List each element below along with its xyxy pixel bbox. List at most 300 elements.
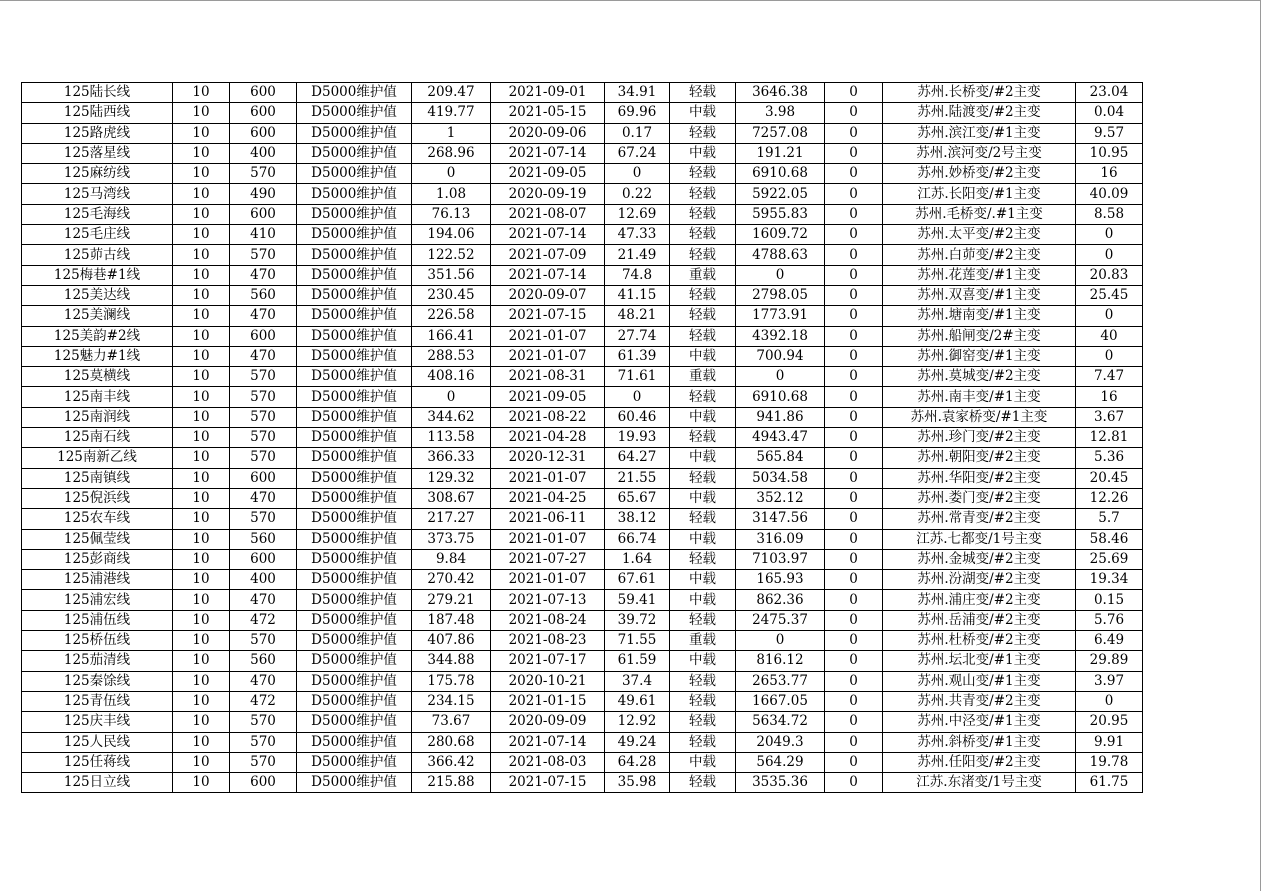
value-cell: 0 — [412, 164, 491, 184]
value-cell: 344.62 — [412, 407, 491, 427]
date-cell: 2021-08-03 — [491, 752, 605, 772]
extra-value-cell: 12.81 — [1076, 428, 1143, 448]
date-cell: 2021-07-14 — [491, 143, 605, 163]
rate-cell: 67.24 — [605, 143, 670, 163]
value-cell: 234.15 — [412, 691, 491, 711]
voltage-cell: 10 — [173, 245, 230, 265]
line-name-cell: 125秦馀线 — [22, 671, 173, 691]
extra-value-cell: 0 — [1076, 346, 1143, 366]
transformer-cell: 苏州.坛北变/#1主变 — [883, 651, 1076, 671]
capacity-cell: 570 — [230, 245, 297, 265]
voltage-cell: 10 — [173, 752, 230, 772]
line-name-cell: 125任蒋线 — [22, 752, 173, 772]
flag-cell: 0 — [825, 143, 883, 163]
line-name-cell: 125日立线 — [22, 773, 173, 793]
voltage-cell: 10 — [173, 570, 230, 590]
rate-cell: 38.12 — [605, 509, 670, 529]
extra-value-cell: 5.36 — [1076, 448, 1143, 468]
margin-cell: 3646.38 — [736, 83, 825, 103]
table-row — [22, 367, 1143, 387]
transformer-cell: 苏州.花莲变/#1主变 — [883, 265, 1076, 285]
value-cell: 76.13 — [412, 204, 491, 224]
value-cell: 217.27 — [412, 509, 491, 529]
flag-cell: 0 — [825, 265, 883, 285]
extra-value-cell: 9.57 — [1076, 123, 1143, 143]
voltage-cell: 10 — [173, 346, 230, 366]
source-cell: D5000维护值 — [297, 103, 412, 123]
capacity-cell: 472 — [230, 610, 297, 630]
transformer-cell: 苏州.斜桥变/#1主变 — [883, 732, 1076, 752]
voltage-cell: 10 — [173, 367, 230, 387]
date-cell: 2020-10-21 — [491, 671, 605, 691]
date-cell: 2021-09-01 — [491, 83, 605, 103]
value-cell: 373.75 — [412, 529, 491, 549]
table-row — [22, 549, 1143, 569]
table-row — [22, 651, 1143, 671]
flag-cell: 0 — [825, 387, 883, 407]
flag-cell: 0 — [825, 570, 883, 590]
extra-value-cell: 40.09 — [1076, 184, 1143, 204]
load-status-cell: 轻载 — [670, 225, 736, 245]
table-row — [22, 752, 1143, 772]
flag-cell: 0 — [825, 651, 883, 671]
load-status-cell: 轻载 — [670, 428, 736, 448]
extra-value-cell: 10.95 — [1076, 143, 1143, 163]
margin-cell: 862.36 — [736, 590, 825, 610]
transformer-cell: 苏州.船闸变/2#主变 — [883, 326, 1076, 346]
margin-cell: 565.84 — [736, 448, 825, 468]
capacity-cell: 560 — [230, 651, 297, 671]
margin-cell: 0 — [736, 367, 825, 387]
table-row — [22, 103, 1143, 123]
load-status-cell: 中载 — [670, 752, 736, 772]
value-cell: 187.48 — [412, 610, 491, 630]
flag-cell: 0 — [825, 164, 883, 184]
extra-value-cell: 20.95 — [1076, 712, 1143, 732]
line-name-cell: 125美澜线 — [22, 306, 173, 326]
date-cell: 2021-07-15 — [491, 773, 605, 793]
margin-cell: 5955.83 — [736, 204, 825, 224]
source-cell: D5000维护值 — [297, 732, 412, 752]
source-cell: D5000维护值 — [297, 204, 412, 224]
rate-cell: 0.22 — [605, 184, 670, 204]
rate-cell: 35.98 — [605, 773, 670, 793]
source-cell: D5000维护值 — [297, 631, 412, 651]
voltage-cell: 10 — [173, 529, 230, 549]
rate-cell: 47.33 — [605, 225, 670, 245]
line-name-cell: 125美韵#2线 — [22, 326, 173, 346]
margin-cell: 700.94 — [736, 346, 825, 366]
voltage-cell: 10 — [173, 712, 230, 732]
flag-cell: 0 — [825, 448, 883, 468]
capacity-cell: 570 — [230, 732, 297, 752]
value-cell: 419.77 — [412, 103, 491, 123]
source-cell: D5000维护值 — [297, 590, 412, 610]
capacity-cell: 570 — [230, 752, 297, 772]
flag-cell: 0 — [825, 123, 883, 143]
voltage-cell: 10 — [173, 468, 230, 488]
load-status-cell: 轻载 — [670, 691, 736, 711]
extra-value-cell: 3.67 — [1076, 407, 1143, 427]
line-name-cell: 125毛海线 — [22, 204, 173, 224]
extra-value-cell: 5.76 — [1076, 610, 1143, 630]
value-cell: 308.67 — [412, 488, 491, 508]
line-name-cell: 125马湾线 — [22, 184, 173, 204]
margin-cell: 4392.18 — [736, 326, 825, 346]
transformer-cell: 苏州.任阳变/#2主变 — [883, 752, 1076, 772]
line-name-cell: 125倪浜线 — [22, 488, 173, 508]
source-cell: D5000维护值 — [297, 549, 412, 569]
load-status-cell: 中载 — [670, 407, 736, 427]
extra-value-cell: 20.83 — [1076, 265, 1143, 285]
line-name-cell: 125南石线 — [22, 428, 173, 448]
margin-cell: 6910.68 — [736, 387, 825, 407]
voltage-cell: 10 — [173, 671, 230, 691]
transformer-cell: 江苏.长阳变/#1主变 — [883, 184, 1076, 204]
value-cell: 175.78 — [412, 671, 491, 691]
flag-cell: 0 — [825, 752, 883, 772]
voltage-cell: 10 — [173, 590, 230, 610]
voltage-cell: 10 — [173, 651, 230, 671]
flag-cell: 0 — [825, 285, 883, 305]
load-status-cell: 轻载 — [670, 123, 736, 143]
load-status-cell: 中载 — [670, 590, 736, 610]
table-row — [22, 245, 1143, 265]
transformer-cell: 苏州.南丰变/#1主变 — [883, 387, 1076, 407]
voltage-cell: 10 — [173, 488, 230, 508]
margin-cell: 3535.36 — [736, 773, 825, 793]
capacity-cell: 570 — [230, 712, 297, 732]
rate-cell: 41.15 — [605, 285, 670, 305]
line-name-cell: 125梅巷#1线 — [22, 265, 173, 285]
margin-cell: 2798.05 — [736, 285, 825, 305]
load-status-cell: 轻载 — [670, 732, 736, 752]
capacity-cell: 600 — [230, 468, 297, 488]
line-name-cell: 125毛庄线 — [22, 225, 173, 245]
table-row — [22, 631, 1143, 651]
table-row — [22, 346, 1143, 366]
load-status-cell: 轻载 — [670, 164, 736, 184]
date-cell: 2021-01-07 — [491, 326, 605, 346]
load-status-cell: 轻载 — [670, 773, 736, 793]
voltage-cell: 10 — [173, 732, 230, 752]
voltage-cell: 10 — [173, 631, 230, 651]
source-cell: D5000维护值 — [297, 651, 412, 671]
source-cell: D5000维护值 — [297, 610, 412, 630]
table-row — [22, 671, 1143, 691]
voltage-cell: 10 — [173, 549, 230, 569]
margin-cell: 4943.47 — [736, 428, 825, 448]
flag-cell: 0 — [825, 225, 883, 245]
value-cell: 366.33 — [412, 448, 491, 468]
load-status-cell: 轻载 — [670, 204, 736, 224]
capacity-cell: 470 — [230, 306, 297, 326]
margin-cell: 0 — [736, 631, 825, 651]
transformer-cell: 苏州.常青变/#2主变 — [883, 509, 1076, 529]
source-cell: D5000维护值 — [297, 225, 412, 245]
voltage-cell: 10 — [173, 204, 230, 224]
table-row — [22, 570, 1143, 590]
load-status-cell: 中载 — [670, 103, 736, 123]
voltage-cell: 10 — [173, 773, 230, 793]
extra-value-cell: 16 — [1076, 164, 1143, 184]
transformer-cell: 苏州.妙桥变/#2主变 — [883, 164, 1076, 184]
line-name-cell: 125庆丰线 — [22, 712, 173, 732]
line-name-cell: 125青伍线 — [22, 691, 173, 711]
table-row — [22, 164, 1143, 184]
date-cell: 2021-09-05 — [491, 387, 605, 407]
date-cell: 2021-01-07 — [491, 346, 605, 366]
date-cell: 2021-01-07 — [491, 529, 605, 549]
capacity-cell: 570 — [230, 387, 297, 407]
voltage-cell: 10 — [173, 123, 230, 143]
line-name-cell: 125浦宏线 — [22, 590, 173, 610]
extra-value-cell: 5.7 — [1076, 509, 1143, 529]
value-cell: 73.67 — [412, 712, 491, 732]
load-status-cell: 重载 — [670, 631, 736, 651]
load-status-cell: 重载 — [670, 367, 736, 387]
voltage-cell: 10 — [173, 509, 230, 529]
transformer-cell: 苏州.珍门变/#2主变 — [883, 428, 1076, 448]
margin-cell: 5034.58 — [736, 468, 825, 488]
date-cell: 2021-04-28 — [491, 428, 605, 448]
value-cell: 288.53 — [412, 346, 491, 366]
table-row — [22, 143, 1143, 163]
margin-cell: 2475.37 — [736, 610, 825, 630]
extra-value-cell: 12.26 — [1076, 488, 1143, 508]
margin-cell: 352.12 — [736, 488, 825, 508]
table-row — [22, 529, 1143, 549]
source-cell: D5000维护值 — [297, 691, 412, 711]
table-row — [22, 428, 1143, 448]
voltage-cell: 10 — [173, 306, 230, 326]
source-cell: D5000维护值 — [297, 184, 412, 204]
capacity-cell: 470 — [230, 265, 297, 285]
source-cell: D5000维护值 — [297, 265, 412, 285]
transformer-cell: 苏州.金城变/#2主变 — [883, 549, 1076, 569]
date-cell: 2020-09-19 — [491, 184, 605, 204]
margin-cell: 316.09 — [736, 529, 825, 549]
load-status-cell: 轻载 — [670, 326, 736, 346]
rate-cell: 37.4 — [605, 671, 670, 691]
value-cell: 279.21 — [412, 590, 491, 610]
margin-cell: 3.98 — [736, 103, 825, 123]
flag-cell: 0 — [825, 245, 883, 265]
source-cell: D5000维护值 — [297, 570, 412, 590]
margin-cell: 1773.91 — [736, 306, 825, 326]
transformer-cell: 江苏.七都变/1号主变 — [883, 529, 1076, 549]
line-name-cell: 125陆西线 — [22, 103, 173, 123]
extra-value-cell: 16 — [1076, 387, 1143, 407]
rate-cell: 21.55 — [605, 468, 670, 488]
extra-value-cell: 25.69 — [1076, 549, 1143, 569]
source-cell: D5000维护值 — [297, 83, 412, 103]
data-table — [21, 82, 1143, 793]
line-name-cell: 125浦伍线 — [22, 610, 173, 630]
extra-value-cell: 61.75 — [1076, 773, 1143, 793]
value-cell: 215.88 — [412, 773, 491, 793]
flag-cell: 0 — [825, 712, 883, 732]
line-name-cell: 125彭商线 — [22, 549, 173, 569]
extra-value-cell: 7.47 — [1076, 367, 1143, 387]
flag-cell: 0 — [825, 488, 883, 508]
capacity-cell: 560 — [230, 285, 297, 305]
extra-value-cell: 0 — [1076, 245, 1143, 265]
line-name-cell: 125莫横线 — [22, 367, 173, 387]
margin-cell: 6910.68 — [736, 164, 825, 184]
load-status-cell: 轻载 — [670, 387, 736, 407]
line-name-cell: 125路虎线 — [22, 123, 173, 143]
load-status-cell: 轻载 — [670, 509, 736, 529]
rate-cell: 61.59 — [605, 651, 670, 671]
line-name-cell: 125人民线 — [22, 732, 173, 752]
rate-cell: 71.61 — [605, 367, 670, 387]
load-status-cell: 中载 — [670, 570, 736, 590]
date-cell: 2021-07-15 — [491, 306, 605, 326]
line-name-cell: 125农车线 — [22, 509, 173, 529]
date-cell: 2021-07-09 — [491, 245, 605, 265]
flag-cell: 0 — [825, 529, 883, 549]
date-cell: 2021-08-23 — [491, 631, 605, 651]
margin-cell: 0 — [736, 265, 825, 285]
line-name-cell: 125南润线 — [22, 407, 173, 427]
date-cell: 2021-01-15 — [491, 691, 605, 711]
extra-value-cell: 0 — [1076, 691, 1143, 711]
date-cell: 2021-08-31 — [491, 367, 605, 387]
transformer-cell: 苏州.滨河变/2号主变 — [883, 143, 1076, 163]
margin-cell: 7257.08 — [736, 123, 825, 143]
flag-cell: 0 — [825, 549, 883, 569]
date-cell: 2021-09-05 — [491, 164, 605, 184]
value-cell: 1 — [412, 123, 491, 143]
transformer-cell: 苏州.滨江变/#1主变 — [883, 123, 1076, 143]
capacity-cell: 400 — [230, 570, 297, 590]
table-row — [22, 184, 1143, 204]
flag-cell: 0 — [825, 610, 883, 630]
extra-value-cell: 8.58 — [1076, 204, 1143, 224]
rate-cell: 19.93 — [605, 428, 670, 448]
value-cell: 122.52 — [412, 245, 491, 265]
source-cell: D5000维护值 — [297, 448, 412, 468]
rate-cell: 48.21 — [605, 306, 670, 326]
flag-cell: 0 — [825, 306, 883, 326]
load-status-cell: 中载 — [670, 529, 736, 549]
transformer-cell: 苏州.汾湖变/#2主变 — [883, 570, 1076, 590]
source-cell: D5000维护值 — [297, 245, 412, 265]
flag-cell: 0 — [825, 184, 883, 204]
capacity-cell: 490 — [230, 184, 297, 204]
voltage-cell: 10 — [173, 184, 230, 204]
value-cell: 113.58 — [412, 428, 491, 448]
margin-cell: 7103.97 — [736, 549, 825, 569]
margin-cell: 816.12 — [736, 651, 825, 671]
load-status-cell: 中载 — [670, 346, 736, 366]
voltage-cell: 10 — [173, 691, 230, 711]
source-cell: D5000维护值 — [297, 752, 412, 772]
source-cell: D5000维护值 — [297, 164, 412, 184]
load-status-cell: 轻载 — [670, 610, 736, 630]
transformer-cell: 苏州.双喜变/#1主变 — [883, 285, 1076, 305]
extra-value-cell: 0 — [1076, 225, 1143, 245]
date-cell: 2021-07-27 — [491, 549, 605, 569]
extra-value-cell: 23.04 — [1076, 83, 1143, 103]
transformer-cell: 苏州.华阳变/#2主变 — [883, 468, 1076, 488]
source-cell: D5000维护值 — [297, 326, 412, 346]
date-cell: 2021-08-07 — [491, 204, 605, 224]
voltage-cell: 10 — [173, 407, 230, 427]
date-cell: 2021-06-11 — [491, 509, 605, 529]
source-cell: D5000维护值 — [297, 529, 412, 549]
flag-cell: 0 — [825, 691, 883, 711]
rate-cell: 49.61 — [605, 691, 670, 711]
value-cell: 270.42 — [412, 570, 491, 590]
load-status-cell: 中载 — [670, 143, 736, 163]
flag-cell: 0 — [825, 103, 883, 123]
extra-value-cell: 3.97 — [1076, 671, 1143, 691]
transformer-cell: 苏州.娄门变/#2主变 — [883, 488, 1076, 508]
value-cell: 268.96 — [412, 143, 491, 163]
table-row — [22, 448, 1143, 468]
voltage-cell: 10 — [173, 83, 230, 103]
transformer-cell: 苏州.陆渡变/#2主变 — [883, 103, 1076, 123]
capacity-cell: 570 — [230, 631, 297, 651]
source-cell: D5000维护值 — [297, 346, 412, 366]
line-name-cell: 125南丰线 — [22, 387, 173, 407]
flag-cell: 0 — [825, 326, 883, 346]
transformer-cell: 苏州.观山变/#1主变 — [883, 671, 1076, 691]
source-cell: D5000维护值 — [297, 428, 412, 448]
rate-cell: 60.46 — [605, 407, 670, 427]
table-row — [22, 712, 1143, 732]
rate-cell: 49.24 — [605, 732, 670, 752]
extra-value-cell: 6.49 — [1076, 631, 1143, 651]
value-cell: 351.56 — [412, 265, 491, 285]
table-row — [22, 265, 1143, 285]
value-cell: 129.32 — [412, 468, 491, 488]
rate-cell: 61.39 — [605, 346, 670, 366]
line-name-cell: 125落星线 — [22, 143, 173, 163]
margin-cell: 941.86 — [736, 407, 825, 427]
capacity-cell: 410 — [230, 225, 297, 245]
line-name-cell: 125茄清线 — [22, 651, 173, 671]
table-row — [22, 83, 1143, 103]
date-cell: 2020-09-06 — [491, 123, 605, 143]
transformer-cell: 苏州.长桥变/#2主变 — [883, 83, 1076, 103]
date-cell: 2021-07-14 — [491, 225, 605, 245]
table-row — [22, 509, 1143, 529]
capacity-cell: 600 — [230, 83, 297, 103]
line-name-cell: 125魅力#1线 — [22, 346, 173, 366]
table-row — [22, 488, 1143, 508]
line-name-cell: 125南新乙线 — [22, 448, 173, 468]
value-cell: 366.42 — [412, 752, 491, 772]
source-cell: D5000维护值 — [297, 488, 412, 508]
transformer-cell: 苏州.毛桥变/.#1主变 — [883, 204, 1076, 224]
voltage-cell: 10 — [173, 285, 230, 305]
table-row — [22, 468, 1143, 488]
capacity-cell: 600 — [230, 204, 297, 224]
flag-cell: 0 — [825, 773, 883, 793]
capacity-cell: 400 — [230, 143, 297, 163]
capacity-cell: 470 — [230, 488, 297, 508]
capacity-cell: 570 — [230, 509, 297, 529]
table-row — [22, 285, 1143, 305]
table-row — [22, 204, 1143, 224]
value-cell: 166.41 — [412, 326, 491, 346]
voltage-cell: 10 — [173, 428, 230, 448]
rate-cell: 69.96 — [605, 103, 670, 123]
extra-value-cell: 0 — [1076, 306, 1143, 326]
